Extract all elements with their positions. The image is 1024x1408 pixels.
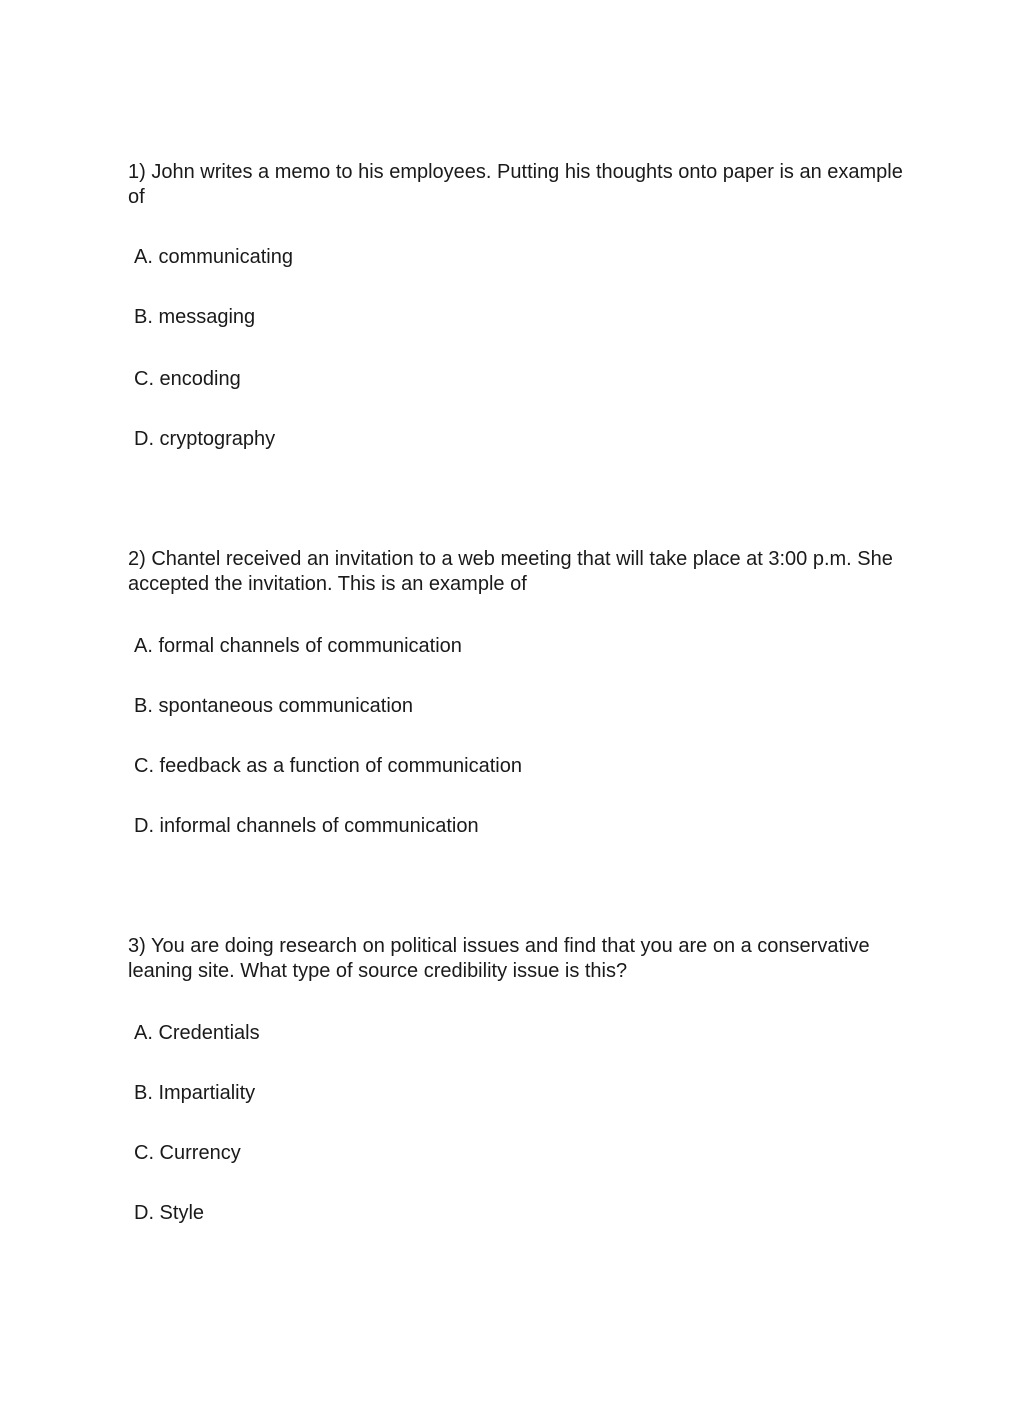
question-3-option-c: C. Currency [134,1142,241,1164]
question-2-option-d: D. informal channels of communication [134,815,479,837]
question-2-option-c: C. feedback as a function of communication [134,755,522,777]
question-3-text: 3) You are doing research on political issues and find that you are on a conservative leaning site. What type of source credibility issue is this? [128,935,870,982]
question-1-option-d: D. cryptography [134,428,276,450]
question-2-text: 2) Chantel received an invitation to a web meeting that will take place at 3:00 p.m. She accepted the invitation. This is an example of [128,548,893,595]
question-1-text: 1) John writes a memo to his employees. Putting his thoughts onto paper is an example of [128,161,903,208]
question-3-option-d: D. Style [134,1202,205,1224]
question-3-option-b: B. Impartiality [134,1082,256,1104]
question-2-option-a: A. formal channels of communication [134,635,462,657]
question-1-option-b: B. messaging [134,306,256,328]
question-2-option-b: B. spontaneous communication [134,695,414,717]
question-1-option-a: A. communicating [134,246,293,268]
question-1-option-c: C. encoding [134,368,241,390]
question-3-option-a: A. Credentials [134,1022,260,1044]
